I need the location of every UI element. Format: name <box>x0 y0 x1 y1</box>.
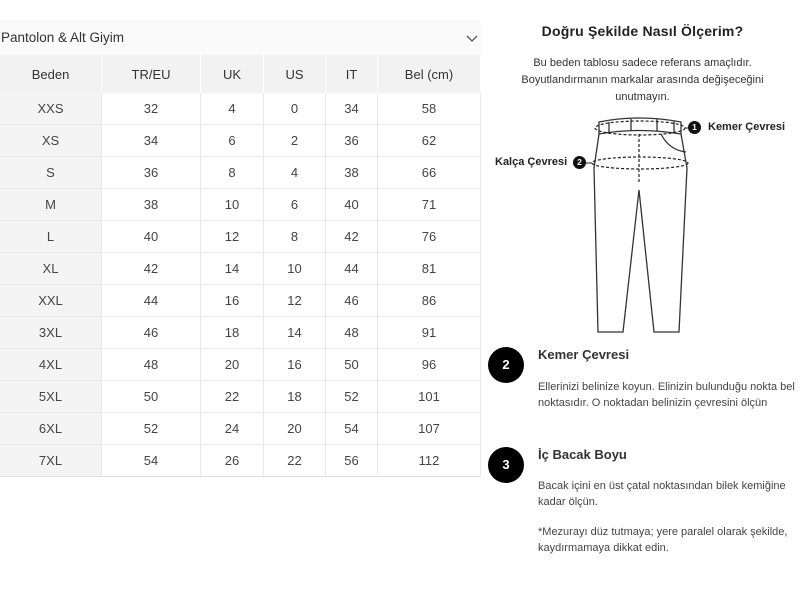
step-body: Ellerinizi belinize koyun. Elinizin bulunduğu nokta bel noktasıdır. O noktadan belinizin çevresini ölçün <box>538 381 795 409</box>
table-cell: 62 <box>378 125 481 157</box>
table-cell: 54 <box>326 413 378 445</box>
guide-title: Doğru Şekilde Nasıl Ölçerim? <box>541 23 744 39</box>
accordion-title: Pantolon & Alt Giyim <box>1 30 125 45</box>
table-cell: 112 <box>378 445 481 477</box>
table-cell: 40 <box>102 221 201 253</box>
table-cell: 34 <box>102 125 201 157</box>
table-cell: 12 <box>201 221 264 253</box>
table-cell: 18 <box>264 381 326 413</box>
table-cell: 20 <box>201 349 264 381</box>
table-cell: 46 <box>326 285 378 317</box>
column-header: Bel (cm) <box>378 55 481 93</box>
accordion-header[interactable] <box>0 20 481 55</box>
table-cell: 48 <box>326 317 378 349</box>
column-header: UK <box>201 55 264 93</box>
table-cell: 50 <box>102 381 201 413</box>
table-row <box>0 349 481 381</box>
table-cell: 42 <box>326 221 378 253</box>
table-row <box>0 317 481 349</box>
table-cell: 107 <box>378 413 481 445</box>
size-cell: XL <box>0 253 102 285</box>
size-cell: L <box>0 221 102 253</box>
table-cell: 32 <box>102 93 201 125</box>
table-cell: 38 <box>102 189 201 221</box>
pants-diagram <box>481 110 804 345</box>
table-cell: 58 <box>378 93 481 125</box>
table-cell: 86 <box>378 285 481 317</box>
table-cell: 96 <box>378 349 481 381</box>
size-cell: XXL <box>0 285 102 317</box>
marker-2: 2 <box>573 156 586 169</box>
table-cell: 101 <box>378 381 481 413</box>
marker-1: 1 <box>688 121 701 134</box>
table-row <box>0 381 481 413</box>
table-row <box>0 413 481 445</box>
table-cell: 20 <box>264 413 326 445</box>
table-cell: 36 <box>102 157 201 189</box>
table-cell: 12 <box>264 285 326 317</box>
measure-guide-panel <box>481 0 804 603</box>
table-cell: 22 <box>201 381 264 413</box>
table-cell: 36 <box>326 125 378 157</box>
table-cell: 14 <box>201 253 264 285</box>
table-cell: 34 <box>326 93 378 125</box>
hip-label: Kalça Çevresi <box>495 156 568 168</box>
table-cell: 81 <box>378 253 481 285</box>
step-note: *Mezurayı düz tutmaya; yere paralel olarak şekilde, kaydırmamaya dikkat edin. <box>538 526 788 554</box>
table-header-row <box>0 55 481 93</box>
table-row <box>0 445 481 477</box>
pants-illustration <box>481 110 804 345</box>
step-title: İç Bacak Boyu <box>538 447 627 462</box>
size-cell: XS <box>0 125 102 157</box>
table-row <box>0 221 481 253</box>
table-cell: 16 <box>201 285 264 317</box>
table-cell: 76 <box>378 221 481 253</box>
table-cell: 18 <box>201 317 264 349</box>
column-header: TR/EU <box>102 55 201 93</box>
table-cell: 22 <box>264 445 326 477</box>
table-cell: 54 <box>102 445 201 477</box>
size-cell: M <box>0 189 102 221</box>
table-row <box>0 157 481 189</box>
table-cell: 6 <box>201 125 264 157</box>
table-cell: 71 <box>378 189 481 221</box>
table-cell: 52 <box>326 381 378 413</box>
size-table-panel <box>0 20 481 477</box>
table-row <box>0 189 481 221</box>
column-header: IT <box>326 55 378 93</box>
table-cell: 56 <box>326 445 378 477</box>
table-cell: 24 <box>201 413 264 445</box>
step-number-badge: 3 <box>488 447 524 483</box>
step-title: Kemer Çevresi <box>538 347 630 362</box>
table-cell: 44 <box>102 285 201 317</box>
size-table <box>0 55 481 477</box>
table-cell: 16 <box>264 349 326 381</box>
table-cell: 4 <box>264 157 326 189</box>
table-cell: 6 <box>264 189 326 221</box>
table-cell: 48 <box>102 349 201 381</box>
table-cell: 38 <box>326 157 378 189</box>
size-cell: 3XL <box>0 317 102 349</box>
size-cell: 7XL <box>0 445 102 477</box>
table-cell: 26 <box>201 445 264 477</box>
table-row <box>0 93 481 125</box>
table-cell: 66 <box>378 157 481 189</box>
step-body: Bacak içini en üst çatal noktasından bilek kemiğine kadar ölçün. <box>538 480 786 508</box>
table-row <box>0 125 481 157</box>
table-cell: 40 <box>326 189 378 221</box>
table-row <box>0 285 481 317</box>
table-cell: 8 <box>264 221 326 253</box>
step-waist <box>486 347 801 427</box>
step-number-badge: 2 <box>488 347 524 383</box>
size-cell: XXS <box>0 93 102 125</box>
table-cell: 14 <box>264 317 326 349</box>
column-header: Beden <box>0 55 102 93</box>
table-cell: 2 <box>264 125 326 157</box>
table-cell: 10 <box>201 189 264 221</box>
table-cell: 91 <box>378 317 481 349</box>
table-cell: 8 <box>201 157 264 189</box>
step-inseam <box>486 447 801 567</box>
table-cell: 4 <box>201 93 264 125</box>
size-cell: 6XL <box>0 413 102 445</box>
table-cell: 10 <box>264 253 326 285</box>
table-cell: 42 <box>102 253 201 285</box>
size-cell: 4XL <box>0 349 102 381</box>
table-cell: 50 <box>326 349 378 381</box>
table-cell: 44 <box>326 253 378 285</box>
waist-label: Kemer Çevresi <box>708 121 786 133</box>
size-cell: S <box>0 157 102 189</box>
table-row <box>0 253 481 285</box>
table-cell: 52 <box>102 413 201 445</box>
guide-note: Bu beden tablosu sadece referans amaçlıdır. Boyutlandırmanın markalar arasında değişeceğini unutmayın. <box>521 57 764 103</box>
table-cell: 0 <box>264 93 326 125</box>
column-header: US <box>264 55 326 93</box>
size-cell: 5XL <box>0 381 102 413</box>
table-cell: 46 <box>102 317 201 349</box>
chevron-down-icon[interactable] <box>465 31 479 45</box>
